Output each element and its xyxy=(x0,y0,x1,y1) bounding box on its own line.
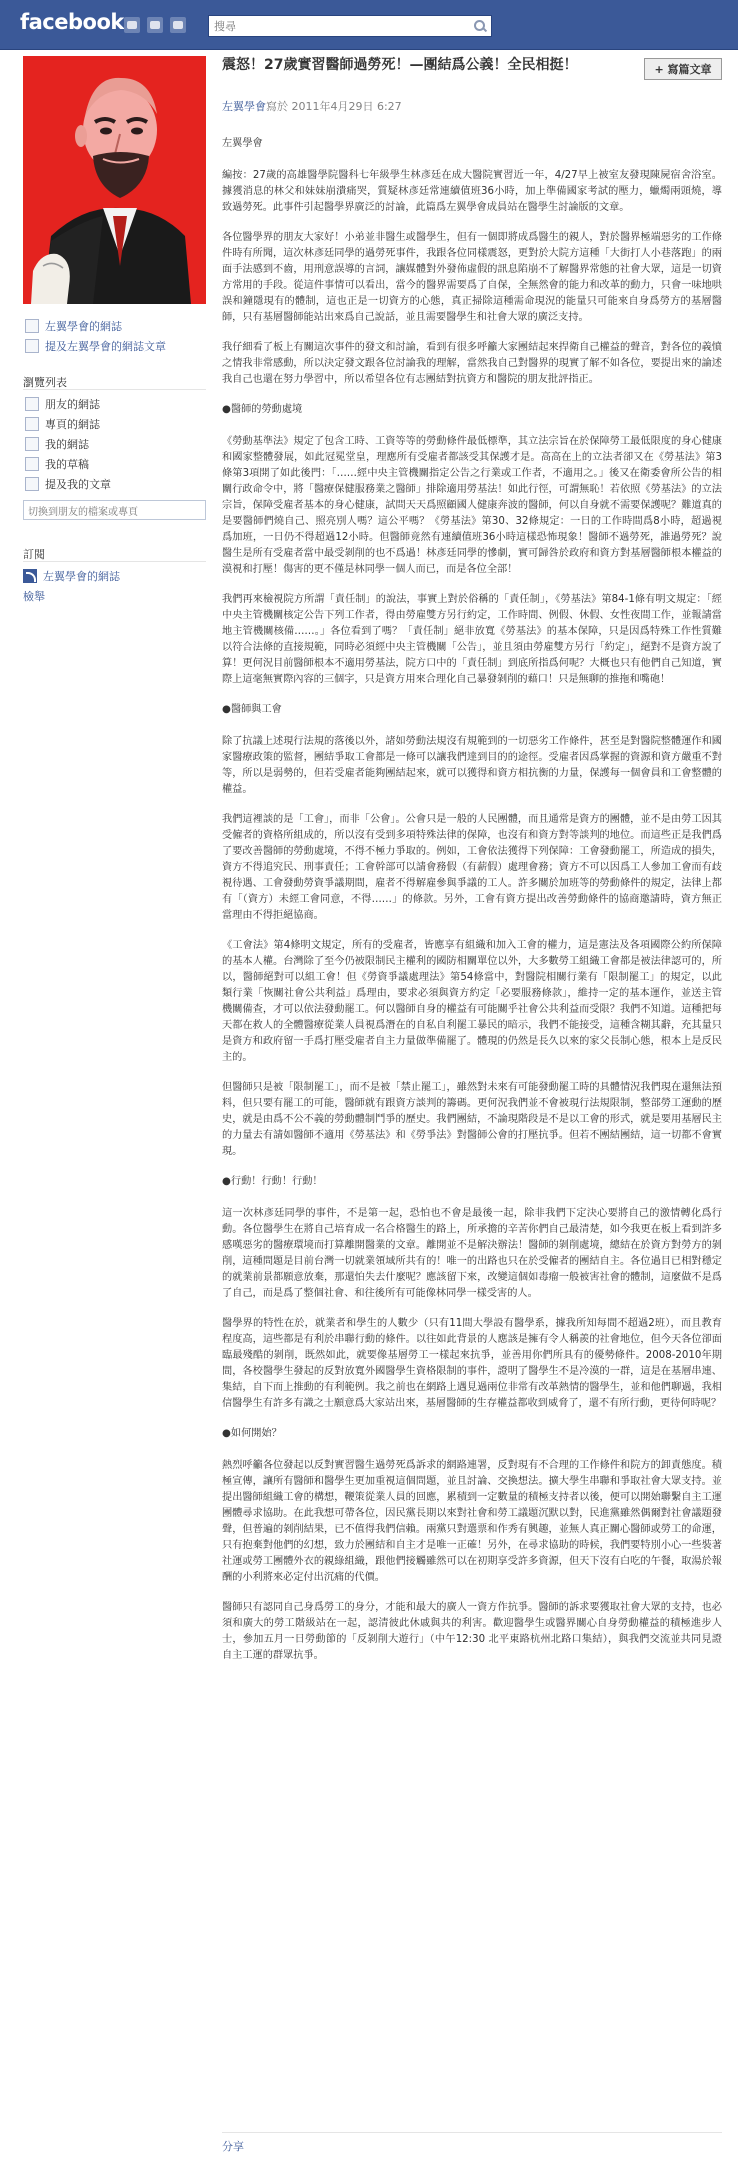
sidebar-item-mentions[interactable]: 提及我的文章 xyxy=(23,474,206,494)
lenin-portrait-icon xyxy=(23,56,206,304)
profile-picture[interactable] xyxy=(23,56,206,304)
switch-profile-input[interactable]: 切換到朋友的檔案或專頁 xyxy=(23,500,206,520)
note-paragraph: 這一次林彥廷同學的事件，不是第一起，恐怕也不會是最後一起，除非我們下定決心要將自己的激情轉化爲行動。各位醫學生在將自己培育成一名合格醫生的路上，所承擔的辛苦你們自己最清楚，如今我更在板上看到許多感嘆惡劣的醫療環境而打算離開醫業的文章。離開並不是解決辦法！醫師的剝削處境，總結在於資方對勞方的剝削，這種問題是目前台灣一切就業領域所共有的！唯一的出路也只在於受僱者的團結自主。各位過目已相對穩定的就業前景都願意放棄，那還怕失去什麼呢？應該留下來，改變這個如毒瘤一般被害社會的體制，這麼做不是爲了自己，而是爲了整個社會、和往後所有可能像林同學一樣受害的人。 xyxy=(222,1208,722,1299)
note-paragraph: 編按：27歲的高雄醫學院醫科七年級學生林彥廷在成大醫院實習近一年，4/27早上被室友發現陳屍宿舍浴室。據獲消息的林父和妹妹崩潰痛哭，質疑林彥廷常連續值班36小時，加上準備國家考試的壓力，蠟燭兩頭燒，導致過勞死。此事件引起醫學界廣泛的討論，此篇爲左翼學會成員站在醫學生討論版的文章。 xyxy=(222,170,722,213)
note-paragraph: 醫學界的特性在於，就業者和學生的人數少（只有11間大學設有醫學系，據我所知每間不超過2班），而且教育程度高，這些都是有利於串聯行動的條件。以往如此背景的人應該是擁有令人稱羨的社會地位，但今天各位卻面臨最殘酷的剝削，既然如此，就要像基層勞工一樣起來抗爭，並善用你們所具有的優勢條件。2008-2010年期間，各校醫學生發起的反對放寬外國醫學生資格限制的事件，證明了醫學生不是冷漠的一群，這是在基層串連、集結，自下而上推動的有利範例。我之前也在網路上遇見過兩位非常有改革熱情的醫學生，並和他們聊過，我相信醫學生有許多有識之士願意爲大家站出來，基層醫師的生存權益都收到威脅了，還不有所行動，更待何時呢？ xyxy=(222,1318,722,1409)
note-icon xyxy=(25,319,39,333)
left-sidebar xyxy=(23,56,206,606)
note-paragraph: 左翼學會 xyxy=(222,138,263,149)
note-paragraph: 但醫師只是被「限制罷工」，而不是被「禁止罷工」，雖然對未來有可能發動罷工時的具體情況我們現在還無法預料，但只要有罷工的可能，醫師就有跟資方談判的籌碼。更何況我們並不會被現行法規限制，整部勞工運動的歷史，就是由爲不公不義的勞動體制鬥爭的歷史。我們團結，不論現階段是不是以工會的形式，就是要用基層民主的力量去有請如醫師不適用《勞基法》和《勞爭法》對醫師公會的打壓抗爭。但若不團結團結，這一切都不會實現。 xyxy=(222,1082,722,1157)
rss-feed-link[interactable]: 左翼學會的網誌 xyxy=(23,566,206,586)
note-icon xyxy=(25,457,39,471)
notes-links xyxy=(23,316,206,356)
share-link[interactable]: 分享 xyxy=(222,2140,244,2153)
browse-section-title: 瀏覽列表 xyxy=(23,374,206,390)
notifications-icon[interactable] xyxy=(170,17,186,33)
note-paragraph: 熱烈呼籲各位發起以反對實習醫生過勞死爲訴求的網路連署，反對現有不合理的工作條件和院方的卸責態度。積極宣傳，讓所有醫師和醫學生更加重視這個問題，並且討論、交換想法。擴大學生串聯和爭取社會大眾支持。並提出醫師組織工會的構想，鞭策從業人員的回應，累積到一定數量的積極支持者以後，便可以開始聯繫自主工運團體尋求協助。在此我想可帶各位，因民黨長期以來對社會和勞工議題沉默以對，民進黨雖然偶爾對社會議題發聲，但普遍的剝削結果，已不值得我們信賴。兩黨只對選票和作秀有興趣，並無人真正關心醫師或勞工的命運，只有抱棄對他們的幻想，致力於團結和自主才是唯一正確！另外，在尋求協助的時候，我們要特別小心一些裝著社運或勞工團體外衣的親綠組織，跟他們接觸雖然可以在初期享受許多資源，但天下沒有白吃的午餐，取湯於報酬的小利將來必定付出沉痛的代價。 xyxy=(222,1460,722,1583)
rss-icon xyxy=(23,569,37,583)
report-link[interactable]: 檢舉 xyxy=(23,590,45,603)
subscribe-section-title: 訂閱 xyxy=(23,546,206,562)
sidebar-item-tagged-notes[interactable]: 提及左翼學會的網誌文章 xyxy=(23,336,206,356)
messages-icon[interactable] xyxy=(147,17,163,33)
note-date: 寫於 2011年4月29日 6:27 xyxy=(266,100,402,113)
friend-requests-icon[interactable] xyxy=(124,17,140,33)
note-paragraph: 我仔細看了板上有關這次事件的發文和討論，看到有很多呼籲大家團結起來捍衛自己權益的聲音，對各位的義憤之情我非常感動，所以決定發文跟各位討論我的理解，當然我自己對醫界的現實了解不如各位，要提出來的論述我自己也還在努力學習中，所以希望各位有志團結對抗資方和醫院的朋友批評指正。 xyxy=(222,342,722,385)
browse-list xyxy=(23,394,206,494)
facebook-logo[interactable]: facebook xyxy=(20,10,124,34)
author-link[interactable]: 左翼學會 xyxy=(222,100,266,113)
note-paragraph: 除了抗議上述現行法規的落後以外，諸如勞動法規沒有規範到的一切惡劣工作條件，甚至是對醫院整體運作和國家醫療政策的監督，團結爭取工會都是一條可以讓我們達到目的的途徑。受雇者因爲掌握的資源和資方嚴重不對等，所以是弱勢的，但若受雇者能夠團結起來，就可以獲得和資方相抗衡的力量，保護每一個會員和工會整體的權益。 xyxy=(222,736,722,795)
section-heading: ●醫師與工會 xyxy=(222,704,282,715)
note-paragraph: 醫師只有認同自己身爲勞工的身分，才能和最大的廣人一資方作抗爭。醫師的訴求要獲取社會大眾的支持，也必須和廣大的勞工階級站在一起，認清彼此休戚與共的利害。歡迎醫學生或醫界關心自身勞動權益的積極進步人士，參加五月一日勞動節的「反剝削大遊行」（中午12:30 北平東路杭州北路口集結），與我們交流並共同見證自主工運的群眾抗爭。 xyxy=(222,1602,722,1661)
note-icon xyxy=(25,477,39,491)
sidebar-item-my-notes[interactable]: 左翼學會的網誌 xyxy=(23,316,206,336)
note-icon xyxy=(25,437,39,451)
search-input[interactable] xyxy=(209,16,463,36)
share-divider xyxy=(222,2132,722,2133)
note-paragraph: 各位醫學界的朋友大家好！小弟並非醫生或醫學生，但有一個即將成爲醫生的親人，對於醫界極端惡劣的工作條件時有所聞，這次林彥廷同學的過勞死事件，我跟各位同樣震怒，更對於大院方這種「大街打人小巷落跑」的兩面手法感到不齒，用刑意誤導的言詞，讓媒體對外發佈虛假的訊息陷崩不了解醫界常態的社會大眾，這是一切資方常用的手段。從這件事情可以看出，當今的醫界需要爲了自保，全無然會的能力和改革的動力，只會一味地哄誤和鐘隱現有的體制，這也正是一切資方的心態，真正掃除這種需命現況的能量只可能來自身爲勞方的基層醫師，只有基層醫師能站出來爲自己說話，並且需要醫學生和社會大眾的廣泛支持。 xyxy=(222,232,722,323)
note-body xyxy=(222,136,722,1678)
section-heading: ●醫師的勞動處境 xyxy=(222,404,303,415)
note-paragraph: 《工會法》第4條明文規定，所有的受雇者，皆應享有組織和加入工會的權力，這是憲法及各項國際公約所保障的基本人權。台灣除了至今仍被限制民主權利的國防相關單位以外，大多數勞工組織工會都是被法律認可的，所以，醫師絕對可以組工會！但《勞資爭議處理法》第54條當中，對醫院相關行業有「限制罷工」的規定，以此類行業「恢關社會公共利益」爲理由，要求必須與資方約定「必要服務條款」，維持一定的基本運作，並送主管機關備查，才可以依法發動罷工。何以醫師自身的權益有可能關乎社會公共利益而受限？我們不知道。這種把每天都在救人的全體醫療從業人員視爲潛在的自私自利罷工暴民的暗示，我們不能接受，這種含糊其辭，充其量只是資方和政府留一手爲打壓受雇者自主力量做準備罷了。體現的仍然是長久以來的家父長制心態，根本上是反民主的。 xyxy=(222,940,722,1063)
sidebar-item-pages-notes[interactable]: 專頁的網誌 xyxy=(23,414,206,434)
note-paragraph: 我們這裡談的是「工會」，而非「公會」。公會只是一般的人民團體，而且通常是資方的團體，並不是由勞工因其受僱者的資格所組成的，所以沒有受到多項特殊法律的保障，也沒有和資方對等談判的地位。而這些正是我們爲了要改善醫師的勞動處境，不得不極力爭取的。例如，工會依法獲得下列保障：工會發動罷工，所造成的損失，資方不得追究民、刑事責任；工會幹部可以請會務假（有薪假）處理會務；資方不可以因爲工人參加工會而有歧視待遇、工會發動勞資爭議期間，雇者不得解雇參與爭議的工人。許多關於加班等的勞動條件的規定，法律上都有「（資方）未經工會同意，不得……」的條款。另外，工會有資方提出改善勞動條件的協商邀請時，資方無正當理由不得拒絕協商。 xyxy=(222,814,722,921)
search-icon[interactable] xyxy=(467,16,491,36)
note-byline xyxy=(222,98,402,114)
note-icon xyxy=(25,417,39,431)
note-paragraph: 我們再來檢視院方所謂「責任制」的說法，事實上對於俗稱的「責任制」，《勞基法》第84-1條有明文規定：「經中央主管機關核定公告下列工作者，得由勞雇雙方另行約定，工作時間、例假、休假、女性夜間工作，並報請當地主管機關核備……。」各位看到了嗎？「責任制」絕非放寬《勞基法》的基本保障，只是因爲特殊工作性質難以符合法條的直接規範，同時必須經中央主管機關「公告」，並且須由勞雇雙方另行「約定」，絕對不是資方說了算！更何況目前醫師根本不適用勞基法，院方口中的「責任制」到底所指爲何呢？大概也只有他們自己知道，實際上這毫無實際內容的三個字，只是資方用來合理化自己暴發剝削的藉口！只是無聊的推拖和嘴砲！ xyxy=(222,594,722,685)
write-note-button[interactable]: + 寫篇文章 xyxy=(644,58,722,80)
note-title: 震怒！27歲實習醫師過勞死！—團結爲公義！全民相挺！ xyxy=(222,57,578,73)
sidebar-item-my-notes-list[interactable]: 我的網誌 xyxy=(23,434,206,454)
section-heading: ●行動！行動！行動！ xyxy=(222,1176,323,1187)
sidebar-item-friends-notes[interactable]: 朋友的網誌 xyxy=(23,394,206,414)
sidebar-item-my-drafts[interactable]: 我的草稿 xyxy=(23,454,206,474)
top-bar xyxy=(0,0,738,50)
search-box xyxy=(208,15,492,37)
section-heading: ●如何開始？ xyxy=(222,1428,282,1439)
note-icon xyxy=(25,397,39,411)
note-paragraph: 《勞動基準法》規定了包含工時、工資等等的勞動條件最低標準，其立法宗旨在於保障勞工最低限度的身心健康和國家整體發展，如此冠冕堂皇，理應所有受雇者都該受其保護才是。高高在上的立法者卻又在《勞基法》第3條第3項開了如此後門：「……經中央主管機關指定公告之行業或工作者，不適用之。」後又在衛委會所公告的相關行政命令中，將「醫療保健服務業之醫師」排除適用勞基法！如此行徑，可謂無恥！若依照《勞基法》的立法宗旨，保障受雇者基本的身心健康，試問天天爲照顧國人健康奔波的醫師，何以自身就不需要保護呢？難道真的是要醫師們燒自己、照亮別人嗎？這公平嗎？《勞基法》第30、32條規定：一日的工作時間爲8小時，超過視爲加班，一日仍不得超過12小時。但醫師竟然有連續值班36小時這樣恐怖現象！醫師不過勞死，誰過勞死？說醫生是所有受雇者當中最受剝削的也不爲過！林彥廷同學的慘劇，實可歸咎於政府和資方對基層醫師根本權益的漠視和打壓！傷害的更不僅是林同學一個人而已，而是各位全部！ xyxy=(222,436,722,575)
notification-icons xyxy=(124,17,186,33)
note-icon xyxy=(25,339,39,353)
